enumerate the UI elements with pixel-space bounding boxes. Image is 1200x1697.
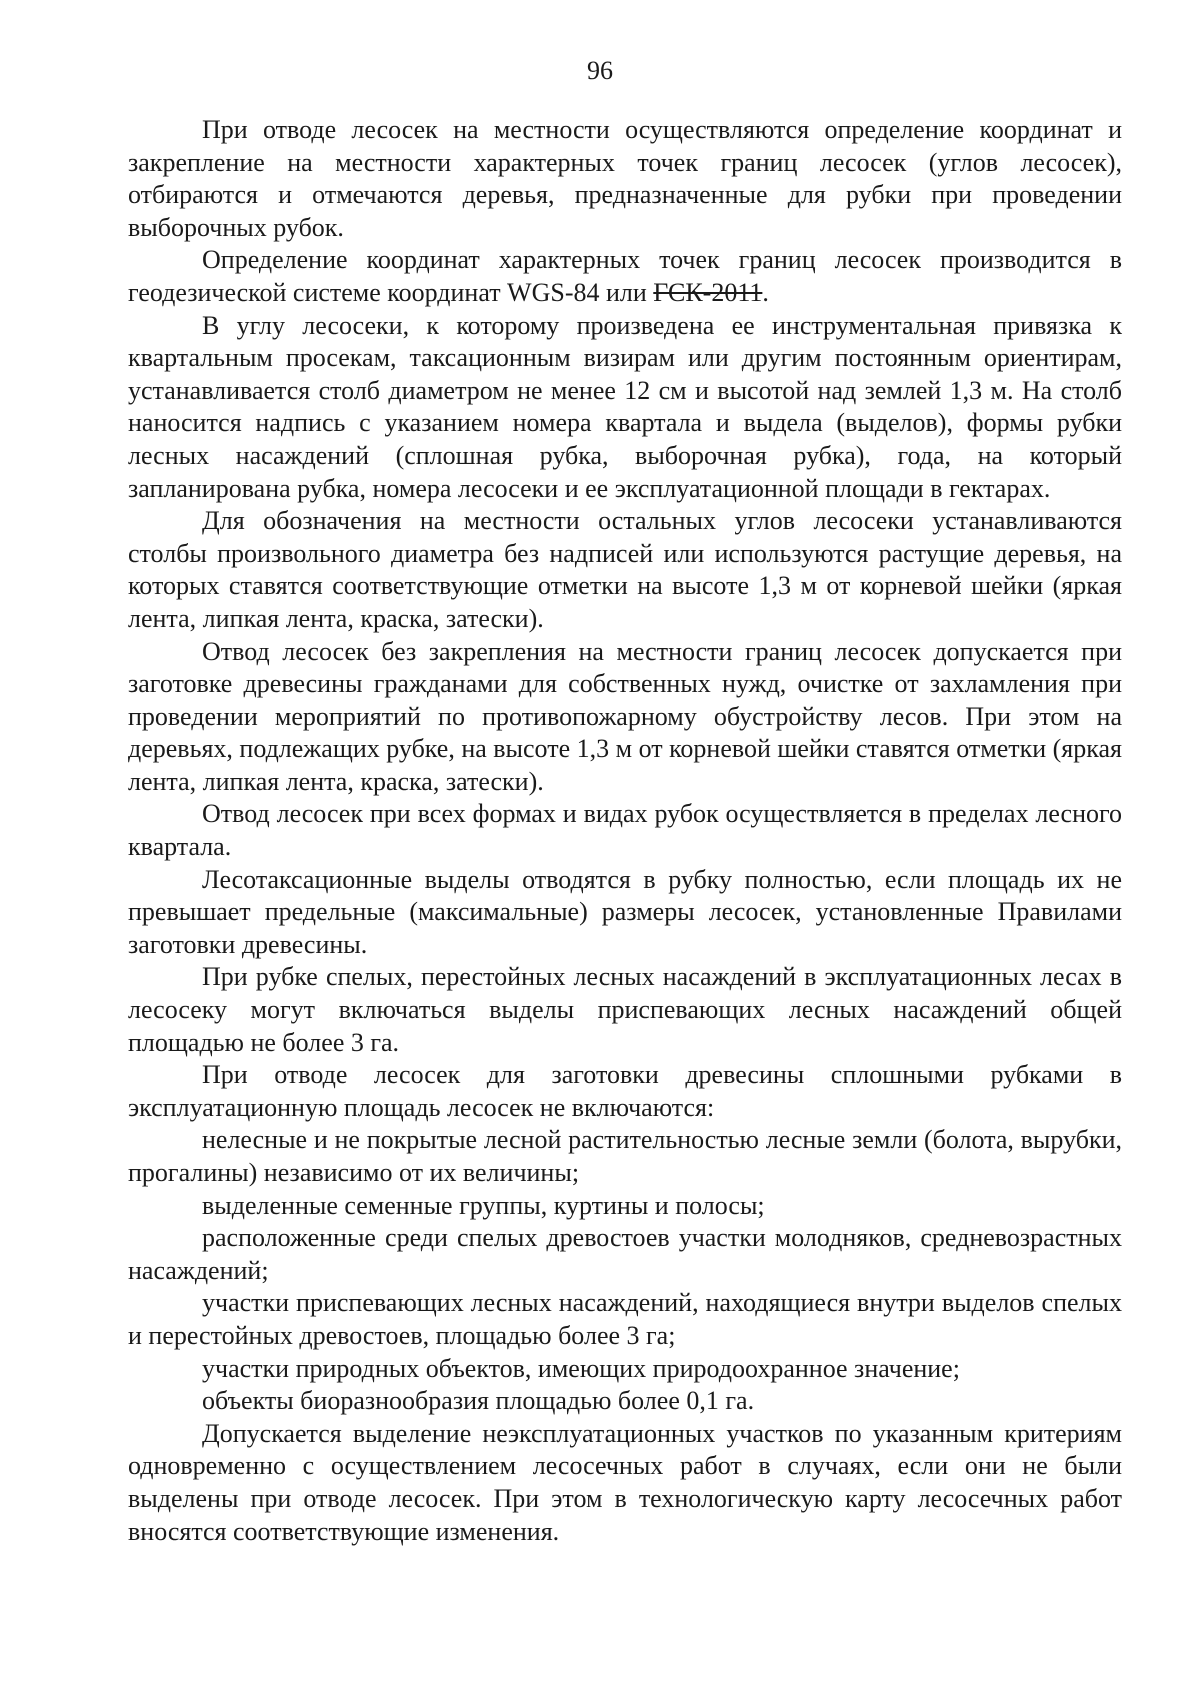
coordinate-system-text: Определение координат характерных точек границ лесосек производится в геодезической системе координат WGS-84 или — [128, 245, 1122, 307]
paragraph-excluded-intro: При отводе лесосек для заготовки древесины сплошными рубками в эксплуатационную площадь лесосек не включаются: — [128, 1060, 1122, 1122]
list-item-ripening-plots: участки приспевающих лесных насаждений, находящиеся внутри выделов спелых и перестойных древостоев, площадью более 3 га; — [128, 1288, 1122, 1350]
coordinate-system-end: . — [762, 277, 769, 307]
document-body — [128, 114, 1122, 1548]
paragraph-other-corners: Для обозначения на местности остальных углов лесосеки устанавливаются столбы произвольного диаметра без надписей или используются растущие деревья, на которых ставятся соответствующие отметки на высоте 1,3 м от корневой шейки (яркая лента, липкая лента, краска, затески). — [128, 506, 1122, 633]
paragraph-no-fixing: Отвод лесосек без закрепления на местности границ лесосек допускается при заготовке древесины гражданами для собственных нужд, очистке от захламления при проведении мероприятий по противопожарному обустройству лесов. При этом на деревьях, подлежащих рубке, на высоте 1,3 м от корневой шейки ставятся отметки (яркая лента, липкая лента, краска, затески). — [128, 636, 1122, 796]
list-item-young-stands: расположенные среди спелых древостоев участки молодняков, средневозрастных насаждений; — [128, 1223, 1122, 1285]
struck-coordinate-system: ГСК-2011 — [653, 277, 763, 307]
list-item-non-forest-lands: нелесные и не покрытые лесной растительностью лесные земли (болота, вырубки, прогалины) независимо от их величины; — [128, 1125, 1122, 1187]
list-item-natural-objects: участки природных объектов, имеющих природоохранное значение; — [202, 1353, 960, 1383]
paragraph-non-exploitable: Допускается выделение неэксплуатационных участков по указанным критериям одновременно с осуществлением лесосечных работ в случаях, если они не были выделены при отводе лесосек. При этом в технологическую карту лесосечных работ вносятся соответствующие изменения. — [128, 1418, 1122, 1546]
paragraph-marking-procedure: При отводе лесосек на местности осуществляются определение координат и закрепление на местности характерных точек границ лесосек (углов лесосек), отбираются и отмечаются деревья, предназначенные для рубки при проведении выборочных рубок. — [128, 115, 1122, 242]
list-item-seed-groups: выделенные семенные группы, куртины и полосы; — [202, 1190, 765, 1220]
paragraph-corner-post: В углу лесосеки, к которому произведена ее инструментальная привязка к квартальным просекам, таксационным визирам или другим постоянным ориентирам, устанавливается столб диаметром не менее 12 см и высотой над землей 1,3 м. На столб наносится надпись с указанием номера квартала и выдела (выделов), формы рубки лесных насаждений (сплошная рубка, выборочная рубка), года, на который запланирована рубка, номера лесосеки и ее эксплуатационной площади в гектарах. — [128, 310, 1122, 503]
page-number: 96 — [587, 56, 613, 85]
list-item-biodiversity: объекты биоразнообразия площадью более 0,1 га. — [202, 1386, 755, 1416]
paragraph-within-quarter: Отвод лесосек при всех формах и видах рубок осуществляется в пределах лесного квартала. — [128, 799, 1122, 862]
paragraph-full-allotment: Лесотаксационные выделы отводятся в рубку полностью, если площадь их не превышает предельные (максимальные) размеры лесосек, установленные Правилами заготовки древесины. — [128, 864, 1122, 959]
paragraph-ripening-stands: При рубке спелых, перестойных лесных насаждений в эксплуатационных лесах в лесосеку могут включаться выделы приспевающих лесных насаждений общей площадью не более 3 га. — [128, 962, 1122, 1057]
paragraph-coordinate-system — [128, 244, 1122, 309]
